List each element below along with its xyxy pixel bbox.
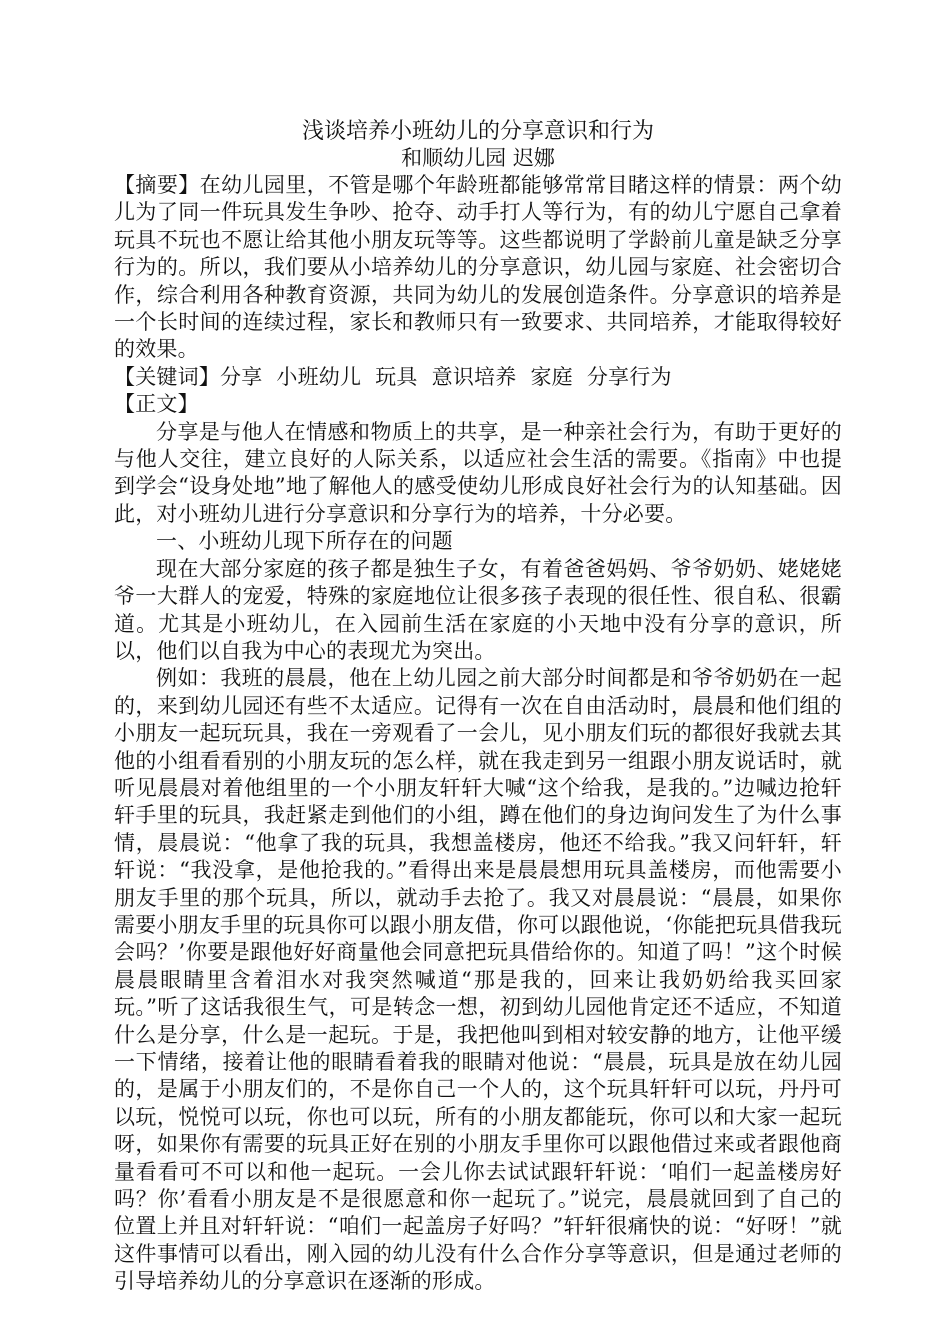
keyword: 意识培养 [431, 364, 517, 389]
body-label: 【正文】 [114, 392, 199, 417]
body-paragraph: 分享是与他人在情感和物质上的共享，是一种亲社会行为，有助于更好的与他人交往，建立良好的人际关系，以适应社会生活的需要。《指南》中也提到学会“设身处地”地了解他人的感受使幼儿形成良好社会行为的认知基础。因此，对小班幼儿进行分享意识和分享行为的培养，十分必要。 [114, 419, 842, 526]
keyword: 家庭 [530, 364, 573, 389]
keyword: 分享行为 [586, 364, 672, 389]
document-page [114, 118, 842, 1296]
body-paragraph: 例如：我班的晨晨，他在上幼儿园之前大部分时间都是和爷爷奶奶在一起的，来到幼儿园还有些不太适应。记得有一次在自由活动时，晨晨和他们组的小朋友一起玩玩具，我在一旁观看了一会儿，见小朋友们玩的都很好我就去其他的小组看看别的小朋友玩的怎么样，就在我走到另一组跟小朋友说话时，就听见晨晨对着他组里的一个小朋友轩轩大喊“这个给我，是我的。”边喊边抢轩轩手里的玩具，我赶紧走到他们的小组，蹲在他们的身边询问发生了为什么事情，晨晨说：“他拿了我的玩具，我想盖楼房，他还不给我。”我又问轩轩，轩轩说：“我没拿，是他抢我的。”看得出来是晨晨想用玩具盖楼房，而他需要小朋友手里的那个玩具，所以，就动手去抢了。我又对晨晨说：“晨晨，如果你需要小朋友手里的玩具你可以跟小朋友借，你可以跟他说，‘你能把玩具借我玩会吗？’你要是跟他好好商量他会同意把玩具借给你的。知道了吗！”这个时候晨晨眼睛里含着泪水对我突然喊道“那是我的，回来让我奶奶给我买回家玩。”听了这话我很生气，可是转念一想，初到幼儿园他肯定还不适应，不知道什么是分享，什么是一起玩。于是，我把他叫到相对较安静的地方，让他平缓一下情绪，接着让他的眼睛看着我的眼睛对他说：“晨晨，玩具是放在幼儿园的，是属于小朋友们的，不是你自己一个人的，这个玩具轩轩可以玩，丹丹可以玩，悦悦可以玩，你也可以玩，所有的小朋友都能玩，你可以和大家一起玩呀，如果你有需要的玩具正好在别的小朋友手里你可以跟他借过来或者跟他商量看看可不可以和他一起玩。一会儿你去试试跟轩轩说：‘咱们一起盖楼房好吗？你’看看小朋友是不是很愿意和你一起玩了。”说完，晨晨就回到了自己的位置上并且对轩轩说：“咱们一起盖房子好吗？”轩轩很痛快的说：“好呀！”就这件事情可以看出，刚入园的幼儿没有什么合作分享等意识，但是通过老师的引导培养幼儿的分享意识在逐渐的形成。 [114, 666, 842, 1294]
abstract-label: 【摘要】 [114, 173, 200, 197]
document-title: 浅谈培养小班幼儿的分享意识和行为 [301, 119, 654, 144]
section-heading: 一、小班幼儿现下所存在的问题 [156, 529, 453, 554]
keyword: 分享 [220, 364, 263, 389]
keywords-label: 【关键词】 [114, 364, 220, 389]
abstract-paragraph [114, 172, 842, 364]
keywords-line [114, 364, 842, 391]
body-paragraph: 现在大部分家庭的孩子都是独生子女，有着爸爸妈妈、爷爷奶奶、姥姥姥爷一大群人的宠爱，特殊的家庭地位让很多孩子表现的很任性、很自私、很霸道。尤其是小班幼儿，在入园前生活在家庭的小天地中没有分享的意识，所以，他们以自我为中心的表现尤为突出。 [114, 556, 842, 663]
author-line: 和顺幼儿园 迟娜 [401, 146, 555, 170]
keyword: 玩具 [375, 364, 418, 389]
abstract-text: 在幼儿园里，不管是哪个年龄班都能够常常目睹这样的情景：两个幼儿为了同一件玩具发生争吵、抢夺、动手打人等行为，有的幼儿宁愿自己拿着玩具不玩也不愿让给其他小朋友玩等等。这些都说明了学龄前儿童是缺乏分享行为的。所以，我们要从小培养幼儿的分享意识，幼儿园与家庭、社会密切合作，综合利用各种教育资源，共同为幼儿的发展创造条件。分享意识的培养是一个长时间的连续过程，家长和教师只有一致要求、共同培养，才能取得较好的效果。 [114, 173, 842, 362]
keyword: 小班幼儿 [276, 364, 362, 389]
